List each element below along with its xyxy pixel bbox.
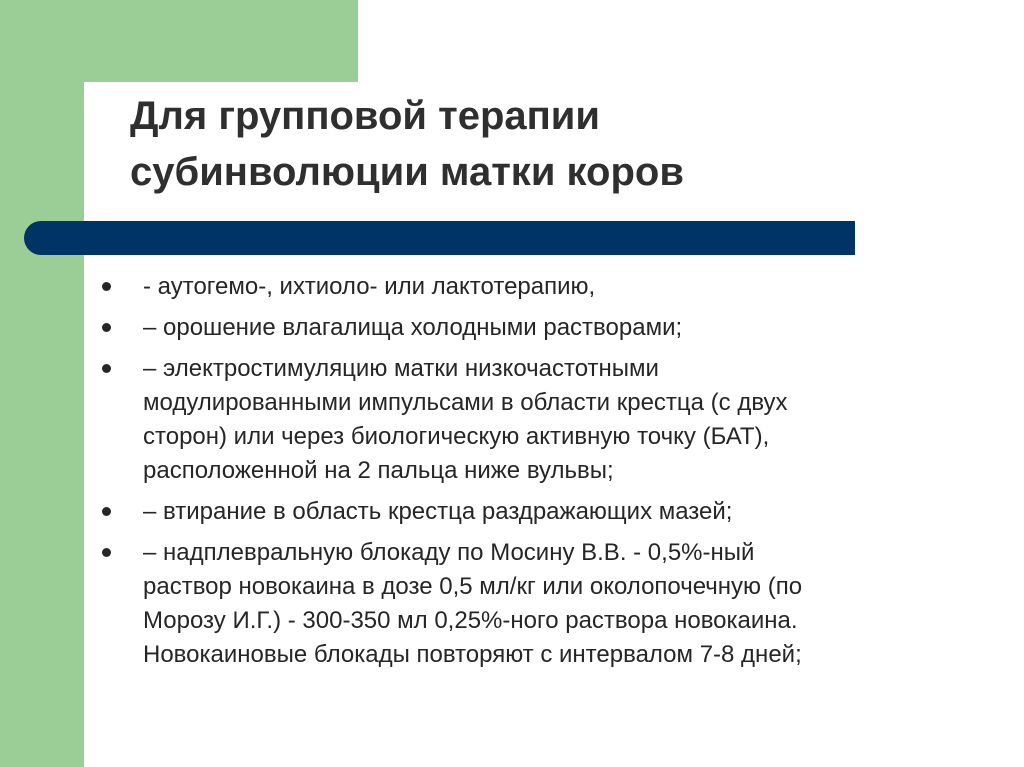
bullet-text-line: – электростимуляцию матки низкочастотными bbox=[143, 355, 659, 382]
slide-title-line-2: субинволюции матки коров bbox=[130, 150, 684, 194]
bullet-item-electrostimulation bbox=[102, 352, 932, 488]
bullet-dot-icon bbox=[102, 548, 111, 557]
bullet-dot-icon bbox=[102, 364, 111, 373]
bullet-text-line: – орошение влагалища холодными растворами; bbox=[143, 314, 683, 341]
bullet-text-line: расположенной на 2 пальца ниже вульвы; bbox=[143, 457, 614, 484]
bullet-text-line: – втирание в область крестца раздражающих мазей; bbox=[143, 498, 733, 525]
slide-title-line-1: Для групповой терапии bbox=[130, 94, 600, 138]
bullet-text-line: – надплевральную блокаду по Мосину В.В. - 0,5%-ный bbox=[143, 539, 755, 566]
bullet-text-line: - аутогемо-, ихтиоло- или лактотерапию, bbox=[143, 273, 596, 300]
bullet-item-autotherapy bbox=[102, 270, 932, 304]
top-left-green-block bbox=[0, 0, 358, 82]
bullet-dot-icon bbox=[102, 507, 111, 516]
bullet-dot-icon bbox=[102, 323, 111, 332]
bullet-text-line: Новокаиновые блокады повторяют с интервалом 7-8 дней; bbox=[143, 641, 802, 668]
bullet-text-line: раствор новокаина в дозе 0,5 мл/кг или околопочечную (по bbox=[143, 573, 803, 600]
slide-title bbox=[130, 88, 890, 200]
bullet-list bbox=[102, 270, 932, 679]
bullet-item-irrigation bbox=[102, 311, 932, 345]
bullet-text-line: модулированными импульсами в области крестца (с двух bbox=[143, 389, 788, 416]
title-underline-bar bbox=[24, 221, 855, 255]
bullet-item-ointment bbox=[102, 495, 932, 529]
bullet-text-line: сторон) или через биологическую активную точку (БАТ), bbox=[143, 423, 770, 450]
bullet-item-novocaine-blockade bbox=[102, 536, 932, 672]
left-green-stripe bbox=[0, 0, 84, 767]
bullet-dot-icon bbox=[102, 282, 111, 291]
bullet-text-line: Морозу И.Г.) - 300-350 мл 0,25%-ного раствора новокаина. bbox=[143, 607, 798, 634]
